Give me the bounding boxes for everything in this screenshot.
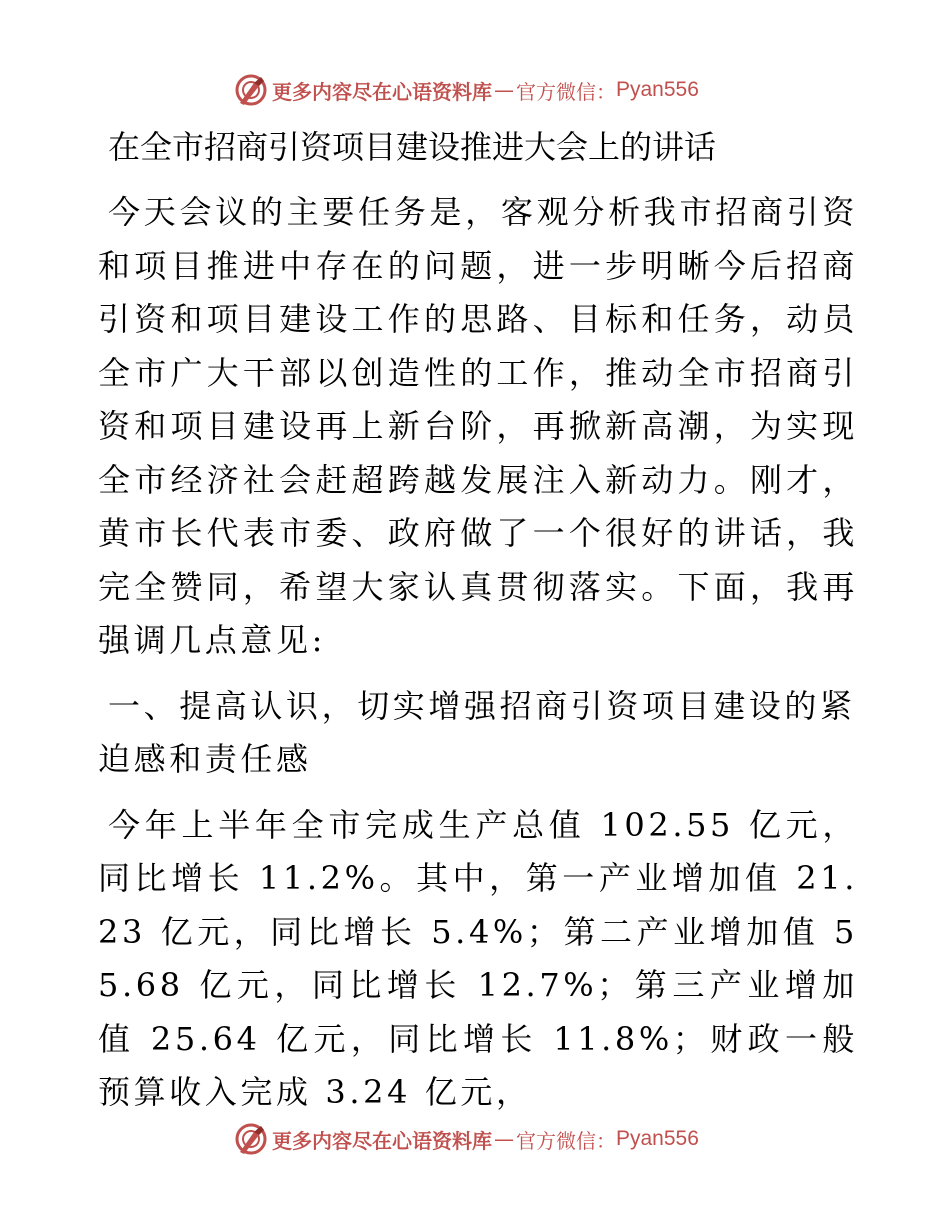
pen-circle-logo-icon (234, 73, 268, 107)
paragraph-statistics: 今年上半年全市完成生产总值 102.55 亿元，同比增长 11.2%。其中，第一产业增加值 21.23 亿元，同比增长 5.4%；第二产业增加值 55.68 亿元，同比增长 12.7%；第三产业增加值 25.64 亿元，同比增长 11.8%；财政一般预算收入完成 3.24 亿元， (98, 805, 858, 1111)
banner-dash: — (494, 78, 514, 102)
banner-wechat-label: 官方微信： (516, 1128, 616, 1153)
document-title: 在全市招商引资项目建设推进大会上的讲话 (108, 128, 717, 166)
banner-wechat-label: 官方微信： (516, 79, 616, 104)
paragraph-intro: 今天会议的主要任务是，客观分析我市招商引资和项目推进中存在的问题，进一步明晰今后招商引资和项目建设工作的思路、目标和任务，动员全市广大干部以创造性的工作，推动全市招商引资和项目建设再上新台阶，再掀新高潮，为实现全市经济社会赶超跨越发展注入新动力。刚才，黄市长代表市委、政府做了一个很好的讲话，我完全赞同，希望大家认真贯彻落实。下面，我再强调几点意见: (98, 193, 858, 659)
banner-wechat-id: Pyan556 (616, 78, 699, 101)
banner-dash: — (494, 1127, 514, 1151)
banner-slogan: 更多内容尽在心语资料库 (272, 1128, 492, 1153)
document-body (98, 122, 858, 1132)
pen-circle-logo-icon (234, 1122, 268, 1156)
section-heading-1: 一、提高认识，切实增强招商引资项目建设的紧迫感和责任感 (98, 686, 856, 778)
banner-wechat-id: Pyan556 (616, 1127, 699, 1150)
header-banner[interactable] (234, 70, 714, 110)
banner-slogan: 更多内容尽在心语资料库 (272, 79, 492, 104)
footer-banner[interactable] (234, 1119, 714, 1159)
